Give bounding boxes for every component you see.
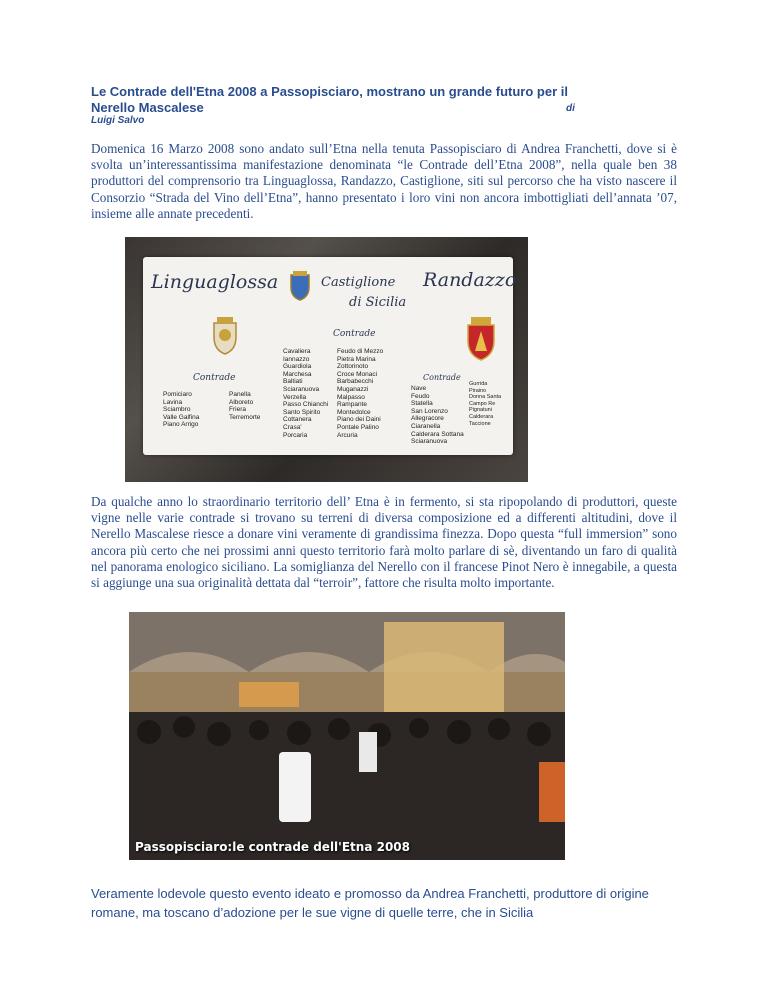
event-photo [129,612,565,860]
article-paragraph-2: Da qualche anno lo straordinario territorio dell’ Etna è in fermento, si sta ripopolando di produttori, queste vigne nelle varie contrade si trovano su terreni di diversa composizione ed a differenti altitudini, dove il Nerello Mascalese riesce a donare vini veramente di grandissima finezza. Dopo questa “full immersion” sono ancora più certo che nei prossimi anni questo territorio farà molto parlare di sè, diventando un faro di qualità nel panorama enologico siciliano. La somiglianza del Nerello con il francese Pinot Nero è innegabile, a questa si aggiunge una sua originalità dettata dal “terroir”, fattore che risulta molto importante. [91,494,677,591]
article-paragraph-1: Domenica 16 Marzo 2008 sono andato sull’Etna nella tenuta Passopisciaro di Andrea Franchetti, dove si è svolta un’interessantissima manifestazione denominata “le Contrade dell’Etna 2008”, nella quale ben 38 produttori del comprensorio tra Linguaglossa, Randazzo, Castiglione, siti sul percorso che ha visto nascere il Consorzio “Strada del Vino dell’Etna”, hanno presentato i loro vini non ancora imbottigliati dell’annata ’07, insieme alle annate precedenti. [91,141,677,221]
sign-list-castiglione-2: Feudo di Mezzo Pietra Marina Zottorinoto Croce Monaci Barbabecchi Muganazzi Malpasso Rampante Montedolce Piano dei Daini Pontale Palino Arcuria [337,348,384,439]
sign-list-randazzo-2: Gurrida Piraino Donna Santa Campo Re Pignatuni Calderara Taccione [469,381,502,427]
sign-contrade-right: Contrade [423,373,461,382]
article-title-text: Le Contrade dell'Etna 2008 a Passopisciaro, mostrano un grande futuro per il Nerello Mascalese [91,84,568,115]
sign-list-linguaglossa-1: Pomiciaro Lavina Sciambro Valle Galfina Piano Arrigo [163,391,200,429]
sign-linguaglossa: Linguaglossa [151,271,279,293]
sign-randazzo: Randazzo [423,269,517,291]
sign-list-randazzo-1: Nave Feudo Statella San Lorenzo Allegracore Ciaranella Calderara Sottana Sciaranuova [411,385,464,446]
sign-list-castiglione-1: Cavaliera Iannazzo Guardiola Marchesa Baltiati Sciaranuova Verzella Passo Chianchi Santo Spirito Cottanera Crasa' Porcaria [283,348,329,439]
sign-di-sicilia: di Sicilia [349,295,407,310]
article-title [91,84,591,116]
event-photo-caption: Passopisciaro:le contrade dell'Etna 2008 [135,840,410,854]
sign-contrade-left: Contrade [193,373,236,383]
article-title-by: di [566,103,575,114]
article-author: Luigi Salvo [91,115,145,126]
event-scene [129,612,565,860]
sign-castiglione: Castiglione [321,275,396,290]
article-paragraph-3: Veramente lodevole questo evento ideato e promosso da Andrea Franchetti, produttore di origine romane, ma toscano d’adozione per le sue vigne di quelle terre, che in Sicilia [91,886,649,920]
castiglione-crest-icon [289,271,311,301]
sign-contrade-center: Contrade [333,329,376,339]
contrade-sign [143,257,517,455]
linguaglossa-crest-icon [211,317,239,355]
sign-list-linguaglossa-2: Panella Alboreto Friera Terremorte [229,391,261,421]
randazzo-crest-icon [465,317,497,361]
sign-photo [125,237,528,482]
